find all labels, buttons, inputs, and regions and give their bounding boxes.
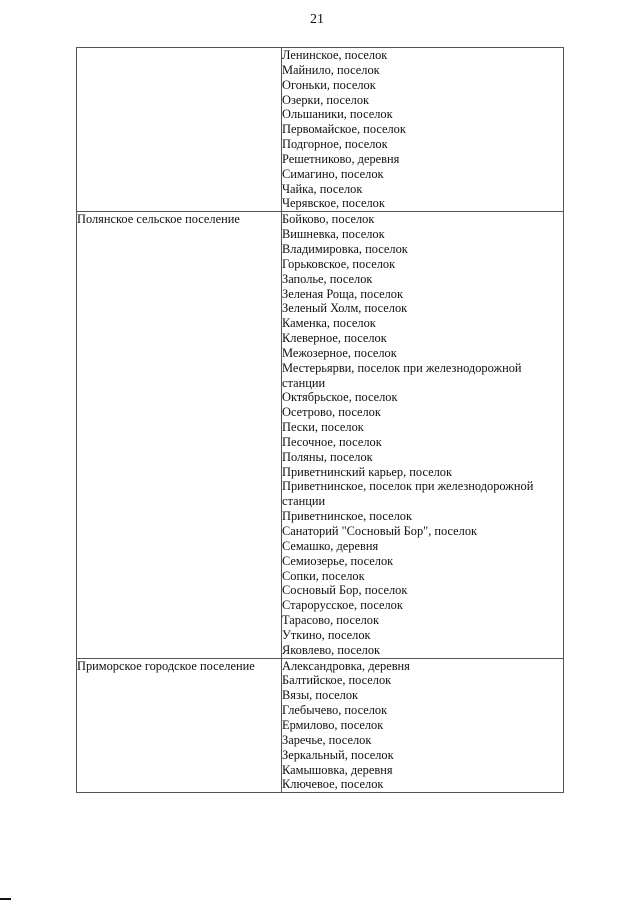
place-item: Заречье, поселок	[282, 732, 372, 747]
place-item: Пески, поселок	[282, 420, 364, 435]
place-item: Зеленый Холм, поселок	[282, 301, 408, 316]
place-item: Октябрьское, поселок	[282, 390, 398, 405]
place-item: Клеверное, поселок	[282, 331, 387, 346]
table-row	[77, 48, 564, 212]
municipality-cell: Приморское городское поселение	[77, 658, 282, 793]
place-item: Вязы, поселок	[282, 688, 359, 703]
place-item: Заполье, поселок	[282, 271, 373, 286]
page-number: 21	[310, 12, 324, 27]
place-item: Зеркальный, поселок	[282, 747, 394, 762]
place-item: Вишневка, поселок	[282, 227, 385, 242]
place-item: Огоньки, поселок	[282, 77, 376, 92]
place-item: Поляны, поселок	[282, 449, 373, 464]
place-item: Сосновый Бор, поселок	[282, 583, 408, 598]
municipality-cell	[77, 48, 282, 212]
place-item: Семиозерье, поселок	[282, 553, 394, 568]
settlements-table	[76, 47, 564, 793]
place-item: Сопки, поселок	[282, 568, 365, 583]
place-item: Ермилово, поселок	[282, 717, 384, 732]
places-cell	[282, 48, 564, 212]
places-cell	[282, 658, 564, 793]
place-item: Чайка, поселок	[282, 181, 363, 196]
place-item: Приветнинский карьер, поселок	[282, 464, 452, 479]
place-item: Местерьярви, поселок при железнодорожной станции	[282, 360, 522, 390]
place-item: Первомайское, поселок	[282, 122, 406, 137]
table-row	[77, 658, 564, 793]
place-item: Старорусское, поселок	[282, 598, 403, 613]
place-item: Симагино, поселок	[282, 166, 384, 181]
margin-mark	[0, 898, 11, 900]
place-item: Глебычево, поселок	[282, 703, 388, 718]
place-item: Бойково, поселок	[282, 212, 375, 227]
place-item: Уткино, поселок	[282, 627, 371, 642]
place-item: Озерки, поселок	[282, 92, 370, 107]
place-item: Камышовка, деревня	[282, 762, 393, 777]
place-item: Балтийское, поселок	[282, 673, 392, 688]
place-item: Приветнинское, поселок при железнодорожной станции	[282, 479, 534, 509]
place-item: Песочное, поселок	[282, 434, 382, 449]
place-item: Приветнинское, поселок	[282, 509, 412, 524]
place-item: Санаторий "Сосновый Бор", поселок	[282, 524, 478, 538]
place-item: Владимировка, поселок	[282, 241, 408, 256]
place-item: Решетниково, деревня	[282, 151, 400, 166]
table-row	[77, 212, 564, 658]
place-item: Межозерное, поселок	[282, 345, 397, 360]
place-item: Горьковское, поселок	[282, 256, 396, 271]
place-item: Ключевое, поселок	[282, 777, 384, 792]
place-item: Яковлево, поселок	[282, 642, 381, 657]
place-item: Черявское, поселок	[282, 196, 385, 211]
place-item: Ольшаники, поселок	[282, 107, 393, 122]
place-item: Осетрово, поселок	[282, 405, 381, 420]
place-item: Подгорное, поселок	[282, 137, 388, 152]
place-item: Зеленая Роща, поселок	[282, 286, 404, 301]
place-item: Александровка, деревня	[282, 658, 410, 673]
place-item: Семашко, деревня	[282, 538, 379, 553]
municipality-cell: Полянское сельское поселение	[77, 212, 282, 658]
place-item: Майнило, поселок	[282, 62, 380, 77]
place-item: Ленинское, поселок	[282, 48, 388, 62]
place-item: Каменка, поселок	[282, 316, 376, 331]
places-cell	[282, 212, 564, 658]
place-item: Тарасово, поселок	[282, 613, 379, 628]
